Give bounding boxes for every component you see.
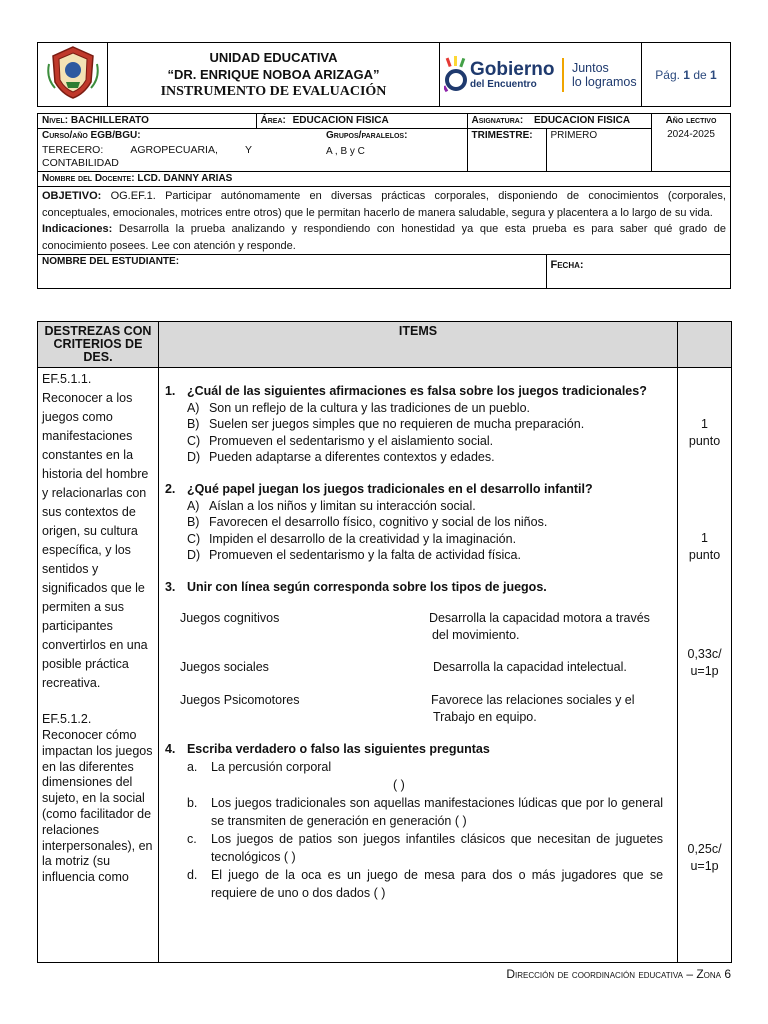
points-cell [678,368,732,963]
skills-header: DESTREZAS CON CRITERIOS DE DES. [38,322,159,368]
evaluation-table [37,321,732,963]
match-left-1[interactable]: Juegos cognitivos [179,611,280,625]
government-logo-cell [440,43,642,107]
question-1 [165,383,663,466]
slogan-line-1: Juntos [571,60,609,75]
asignatura-value: EDUCACION FISICA [533,115,631,126]
q2-option-b[interactable]: B) Favorecen el desarrollo físico, cognitivo y social de los niños. [186,515,548,529]
government-logo-main: Gobierno [470,58,555,80]
points-header [678,322,732,368]
q3-text: Unir con línea según corresponda sobre los tipos de juegos. [186,580,547,594]
question-2 [165,481,663,564]
curso-part-2: AGROPECUARIA, [130,144,218,156]
logo-divider [562,58,564,92]
question-4 [165,740,663,902]
q1-option-a[interactable]: A) Son un reflejo de la cultura y las tradiciones de un pueblo. [186,400,530,415]
trimestre-value-cell [546,129,652,172]
page-number-cell [642,43,731,107]
skill-1-text: Reconocer a los juegos como manifestaciones constantes en la historia del hombre y relacionarlas con sus contextos de origen, su cultura específica, y los sentidos y significados que le permiten a sus participantes convertirlos en una posible práctica recreativa. [42,391,149,690]
match-right-3[interactable]: Favorece las relaciones sociales y el Trabajo en equipo. [430,693,635,724]
anio-label: Año lectivo [665,115,717,126]
q4-points: 0,25c/ u=1p [687,842,722,873]
match-right-1[interactable]: Desarrolla la capacidad motora a través del movimiento. [428,611,650,642]
slogan-line-2: lo logramos [571,74,637,89]
q3-number: 3. [164,580,176,594]
grupos-value: A , B y C [326,146,365,157]
fecha-cell[interactable] [546,255,731,289]
asignatura-label: Asignatura: [471,115,524,126]
nivel-cell [38,114,257,129]
q1-number: 1. [164,384,176,398]
docente-value: LCD. DANNY ARIAS [137,173,233,184]
indicaciones-text: Desarrolla la prueba analizando y respondiendo con honestidad ya que esta prueba es para saber qué grado de conocimiento posees. Lee con atención y responde. [42,223,726,252]
q3-points: 0,33c/ u=1p [687,647,722,678]
area-label: Área: [260,115,286,126]
skill-1-code: EF.5.1.1. [42,372,92,386]
docente-cell [38,172,731,187]
trimestre-label: TRIMESTRE: [471,130,533,141]
page-current: 1 [683,67,690,82]
info-block [37,113,731,289]
curso-part-4: CONTABILIDAD [42,157,119,169]
q2-option-d[interactable]: D) Promueven el sedentarismo y la falta de actividad física. [186,548,521,562]
objetivo-text: OG.EF.1. Participar autónomamente en diversas prácticas corporales, disponiendo de conocimientos (corporales, conceptuales, emocionales, motrices entre otros) que le permitan hacerlo de manera saludable, segura y placentera a lo largo de su vida. [42,190,726,219]
q1-option-d[interactable]: D) Pueden adaptarse a diferentes contextos y edades. [186,450,495,464]
anio-cell [652,114,731,172]
docente-label: Nombre del Docente: [42,173,135,184]
estudiante-cell[interactable] [38,255,547,289]
q4-number: 4. [164,742,176,756]
school-logo-cell [38,43,108,107]
indicaciones-label: Indicaciones: [42,223,113,235]
skill-2-code: EF.5.1.2. [42,712,92,726]
nivel-value: BACHILLERATO [70,115,149,126]
page-of: de [693,67,707,82]
q1-option-b[interactable]: B) Suelen ser juegos simples que no requieren de mucha preparación. [186,417,585,431]
q1-points: 1 punto [688,417,721,448]
school-crest-icon [46,44,100,100]
match-left-3[interactable]: Juegos Psicomotores [179,693,300,707]
trimestre-label-cell [467,129,546,172]
asignatura-cell [467,114,652,129]
fecha-label: Fecha: [550,259,584,271]
curso-part-3: Y [244,144,252,156]
objetivo-cell [38,187,731,255]
q2-option-a[interactable]: A) Aíslan a los niños y limitan su interacción social. [186,498,476,513]
q4-item-c[interactable]: c. Los juegos de patios son juegos infantiles clásicos que necesitan de juguetes tecnológicos ( ) [186,832,664,864]
document-header [37,42,731,107]
area-cell [256,114,467,129]
q4-item-b[interactable]: b. Los juegos tradicionales son aquellas manifestaciones lúdicas que por lo general se transmiten de generación en generación ( ) [186,796,664,828]
area-value: EDUCACION FISICA [292,115,389,126]
government-logo-sub: del Encuentro [470,78,537,90]
q2-points: 1 punto [688,531,721,562]
nivel-label: Nivel: [42,115,69,126]
match-right-2[interactable]: Desarrolla la capacidad intelectual. [432,660,627,674]
school-name: “DR. ENRIQUE NOBOA ARIZAGA” [167,67,380,82]
q2-text: ¿Qué papel juegan los juegos tradicionales en el desarrollo infantil? [186,482,593,496]
estudiante-label: NOMBRE DEL ESTUDIANTE: [42,256,180,267]
question-3 [165,579,663,596]
q1-text: ¿Cuál de las siguientes afirmaciones es falsa sobre los juegos tradicionales? [186,384,647,398]
q2-number: 2. [164,482,176,496]
q1-option-c[interactable]: C) Promueven el sedentarismo y el aislamiento social. [186,433,494,448]
footer-text: Dirección de coordinación educativa – Zona 6 [506,967,731,981]
curso-cell [38,129,257,172]
page-label: Pág. [655,67,680,82]
match-left-2[interactable]: Juegos sociales [179,660,269,674]
objetivo-label: OBJETIVO: [42,190,102,202]
skill-2-text: Reconocer cómo impactan los juegos en las diferentes dimensiones del sujeto, en la social (como facilitador de relaciones interpersonales), en la motriz (su influencia como [42,728,153,885]
page-total: 1 [710,67,717,82]
items-header: ITEMS [158,322,677,368]
instrument-title: INSTRUMENTO DE EVALUACIÓN [160,84,387,99]
curso-label: Curso/año EGB/BGU: [42,130,141,141]
trimestre-value: PRIMERO [550,130,598,141]
q4-text: Escriba verdadero o falso las siguientes preguntas [186,742,490,756]
items-cell [158,368,677,963]
q4-item-a-blank[interactable]: ( ) [392,778,405,792]
skills-cell [38,368,159,963]
grupos-label: Grupos/paralelos: [326,130,408,141]
curso-part-1: TERECERO: [42,144,104,156]
q4-item-a[interactable]: a. La percusión corporal [186,760,332,774]
q2-option-c[interactable]: C) Impiden el desarrollo de la creatividad y la imaginación. [186,531,517,546]
government-logo-icon [444,56,468,94]
grupos-cell [256,129,467,172]
q4-item-d[interactable]: d. El juego de la oca es un juego de mesa para dos o más jugadores que se requiere de uno o dos dados ( ) [186,868,664,900]
school-title-cell [108,43,440,107]
school-label: UNIDAD EDUCATIVA [209,50,338,65]
anio-value: 2024-2025 [667,129,715,140]
